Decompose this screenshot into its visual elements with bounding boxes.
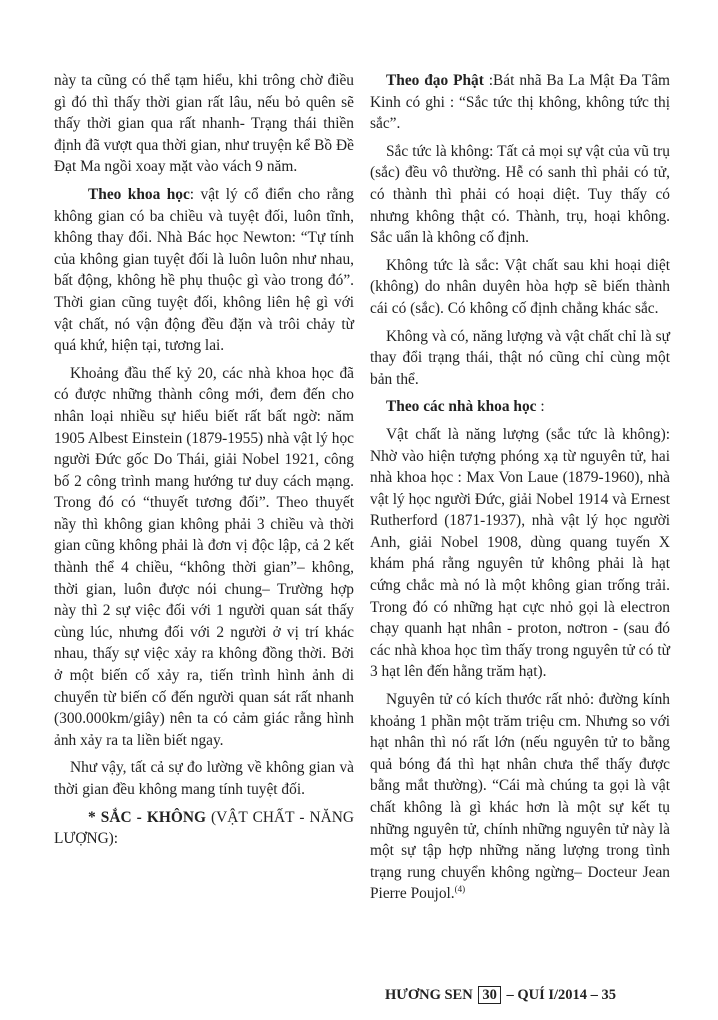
paragraph: Theo đạo Phật :Bát nhã Ba La Mật Đa Tâm Kinh có ghi : “Sắc tức thị không, không tức thị sắc”. [370,72,670,133]
paragraph: Không tức là sắc: Vật chất sau khi hoại diệt (không) do nhân duyên hòa hợp sẽ biến thành cái có (sắc). Có không cố định chẳng khác sắc. [370,256,670,317]
magazine-name: HƯƠNG SEN [385,987,473,1003]
paragraph: Không và có, năng lượng và vật chất chỉ là sự thay đổi trạng thái, thật nó cũng chỉ cùng một bản thể. [370,327,670,388]
page-number: 35 [601,987,617,1003]
paragraph: Theo các nhà khoa học : [386,398,545,416]
section-heading: * SẮC - KHÔNG [88,808,206,826]
paragraph: Vật chất là năng lượng (sắc tức là không): Nhờ vào hiện tượng phóng xạ từ nguyên tử, hai nhà khoa học : Max Von Laue (1879-1960), nhà vật lý học người Đức, giải Nobel 1914 và Ernest Rutherford (1871-1937), nhà vật lý học người Anh, giải Nobel 1908, dùng quang tuyến X khám phá rằng nguyên tử không phải là hạt cứng chắc mà nó là một không gian trống trải. Trong đó có những hạt cực nhỏ gọi là electron chạy quanh hạt nhân - proton, nơtron - (sau đó các nhà khoa học tìm thấy trong nguyên tử có từ 3 hạt lên đến hằng trăm hạt). [370,425,670,681]
footer-separator: – [590,987,598,1003]
issue-quarter: QUÍ I/2014 [517,987,588,1003]
paragraph: * SẮC - KHÔNG (VẬT CHẤT - NĂNG LƯỢNG): [54,808,355,848]
section-heading: Theo các nhà khoa học [386,398,537,416]
footer-separator: – [506,987,514,1003]
paragraph: này ta cũng có thể tạm hiểu, khi trông chờ điều gì đó thì thấy thời gian rất lâu, nếu bỏ quên sẽ thấy thời gian qua rất nhanh- Trạng thái thiền định đã vượt qua thời gian, như truyện kể Bồ Đề Đạt Ma ngồi xoay mặt vào vách 9 năm. [54,72,354,176]
left-column [54,70,354,850]
paragraph: Như vậy, tất cả sự đo lường về không gian và thời gian đều không mang tính tuyệt đối. [54,759,354,798]
paragraph: Sắc tức là không: Tất cả mọi sự vật của vũ trụ (sắc) đều vô thường. Hễ có sanh thì phải có tử, có thành thì phải có hoại diệt. Tuy thấy có nhưng không thật có. Thành, trụ, hoại không. Sắc uẩn là không cố định. [370,142,670,247]
paragraph: Theo khoa học: vật lý cổ điển cho rằng không gian có ba chiều và tuyệt đối, luôn tĩnh, không thay đổi. Nhà Bác học Newton: “Tự tính của không gian tuyệt đối là luôn luôn như nhau, bất động, không hề phụ thuộc gì vào trong đó”. Thời gian cũng tuyệt đối, không liên hệ gì với vật chất, nó vận động đều đặn và trôi chảy từ quá khứ, hiện tại, tương lai. [54,185,354,355]
paragraph: Nguyên tử có kích thước rất nhỏ: đường kính khoảng 1 phần một trăm triệu cm. Nhưng so với hạt nhân thì nó rất lớn (nếu nguyên tử to bằng quả bóng đá thì hạt nhân chưa thể thấy được bằng mắt thường). “Cái mà chúng ta gọi là vật chất không là gì khác hơn là một sự kết tụ những nguyên tử, chính những nguyên tử này là một sự tập hợp những năng lượng trong tình trạng rung chuyển không ngừng– Docteur Jean Pierre Poujol.$^{(4)}$ [370,691,670,903]
footnote-ref: (4) [454,884,466,895]
section-heading: Theo khoa học [88,185,190,203]
right-column [370,70,670,905]
section-heading: Theo đạo Phật [386,72,484,89]
paragraph: Khoảng đầu thế kỷ 20, các nhà khoa học đã có được những thành công mới, đem đến cho nhân loại nhiều sự hiểu biết rất bất ngờ: năm 1905 Albest Einstein (1879-1955) nhà vật lý học người Đức gốc Do Thái, giải Nobel 1921, công bố 2 công trình mang hướng tư duy cách mạng. Trong đó có “thuyết tương đối”. Theo thuyết nầy thì không gian không phải 3 chiều và thời gian cũng không phải là đơn vị độc lập, cả 2 kết thành thể 4 chiều, “không thời gian”– không, thời gian, luôn được nói chung– Trường hợp này thì 2 sự việc đối với 1 người quan sát thấy cùng lúc, nhưng đối với 2 người ở vị trí khác nhau, thấy sự việc xảy ra không đồng thời. Bởi ở một biến cố xảy ra, tiến trình hình ảnh di chuyển từ biến cố đến người quan sát rất nhanh (300.000km/giây) nên ta có cảm giác rằng hình ảnh xảy ra ta liền biết ngay. [54,364,354,749]
issue-number: 30 [478,986,501,1004]
page-footer [385,986,685,1004]
